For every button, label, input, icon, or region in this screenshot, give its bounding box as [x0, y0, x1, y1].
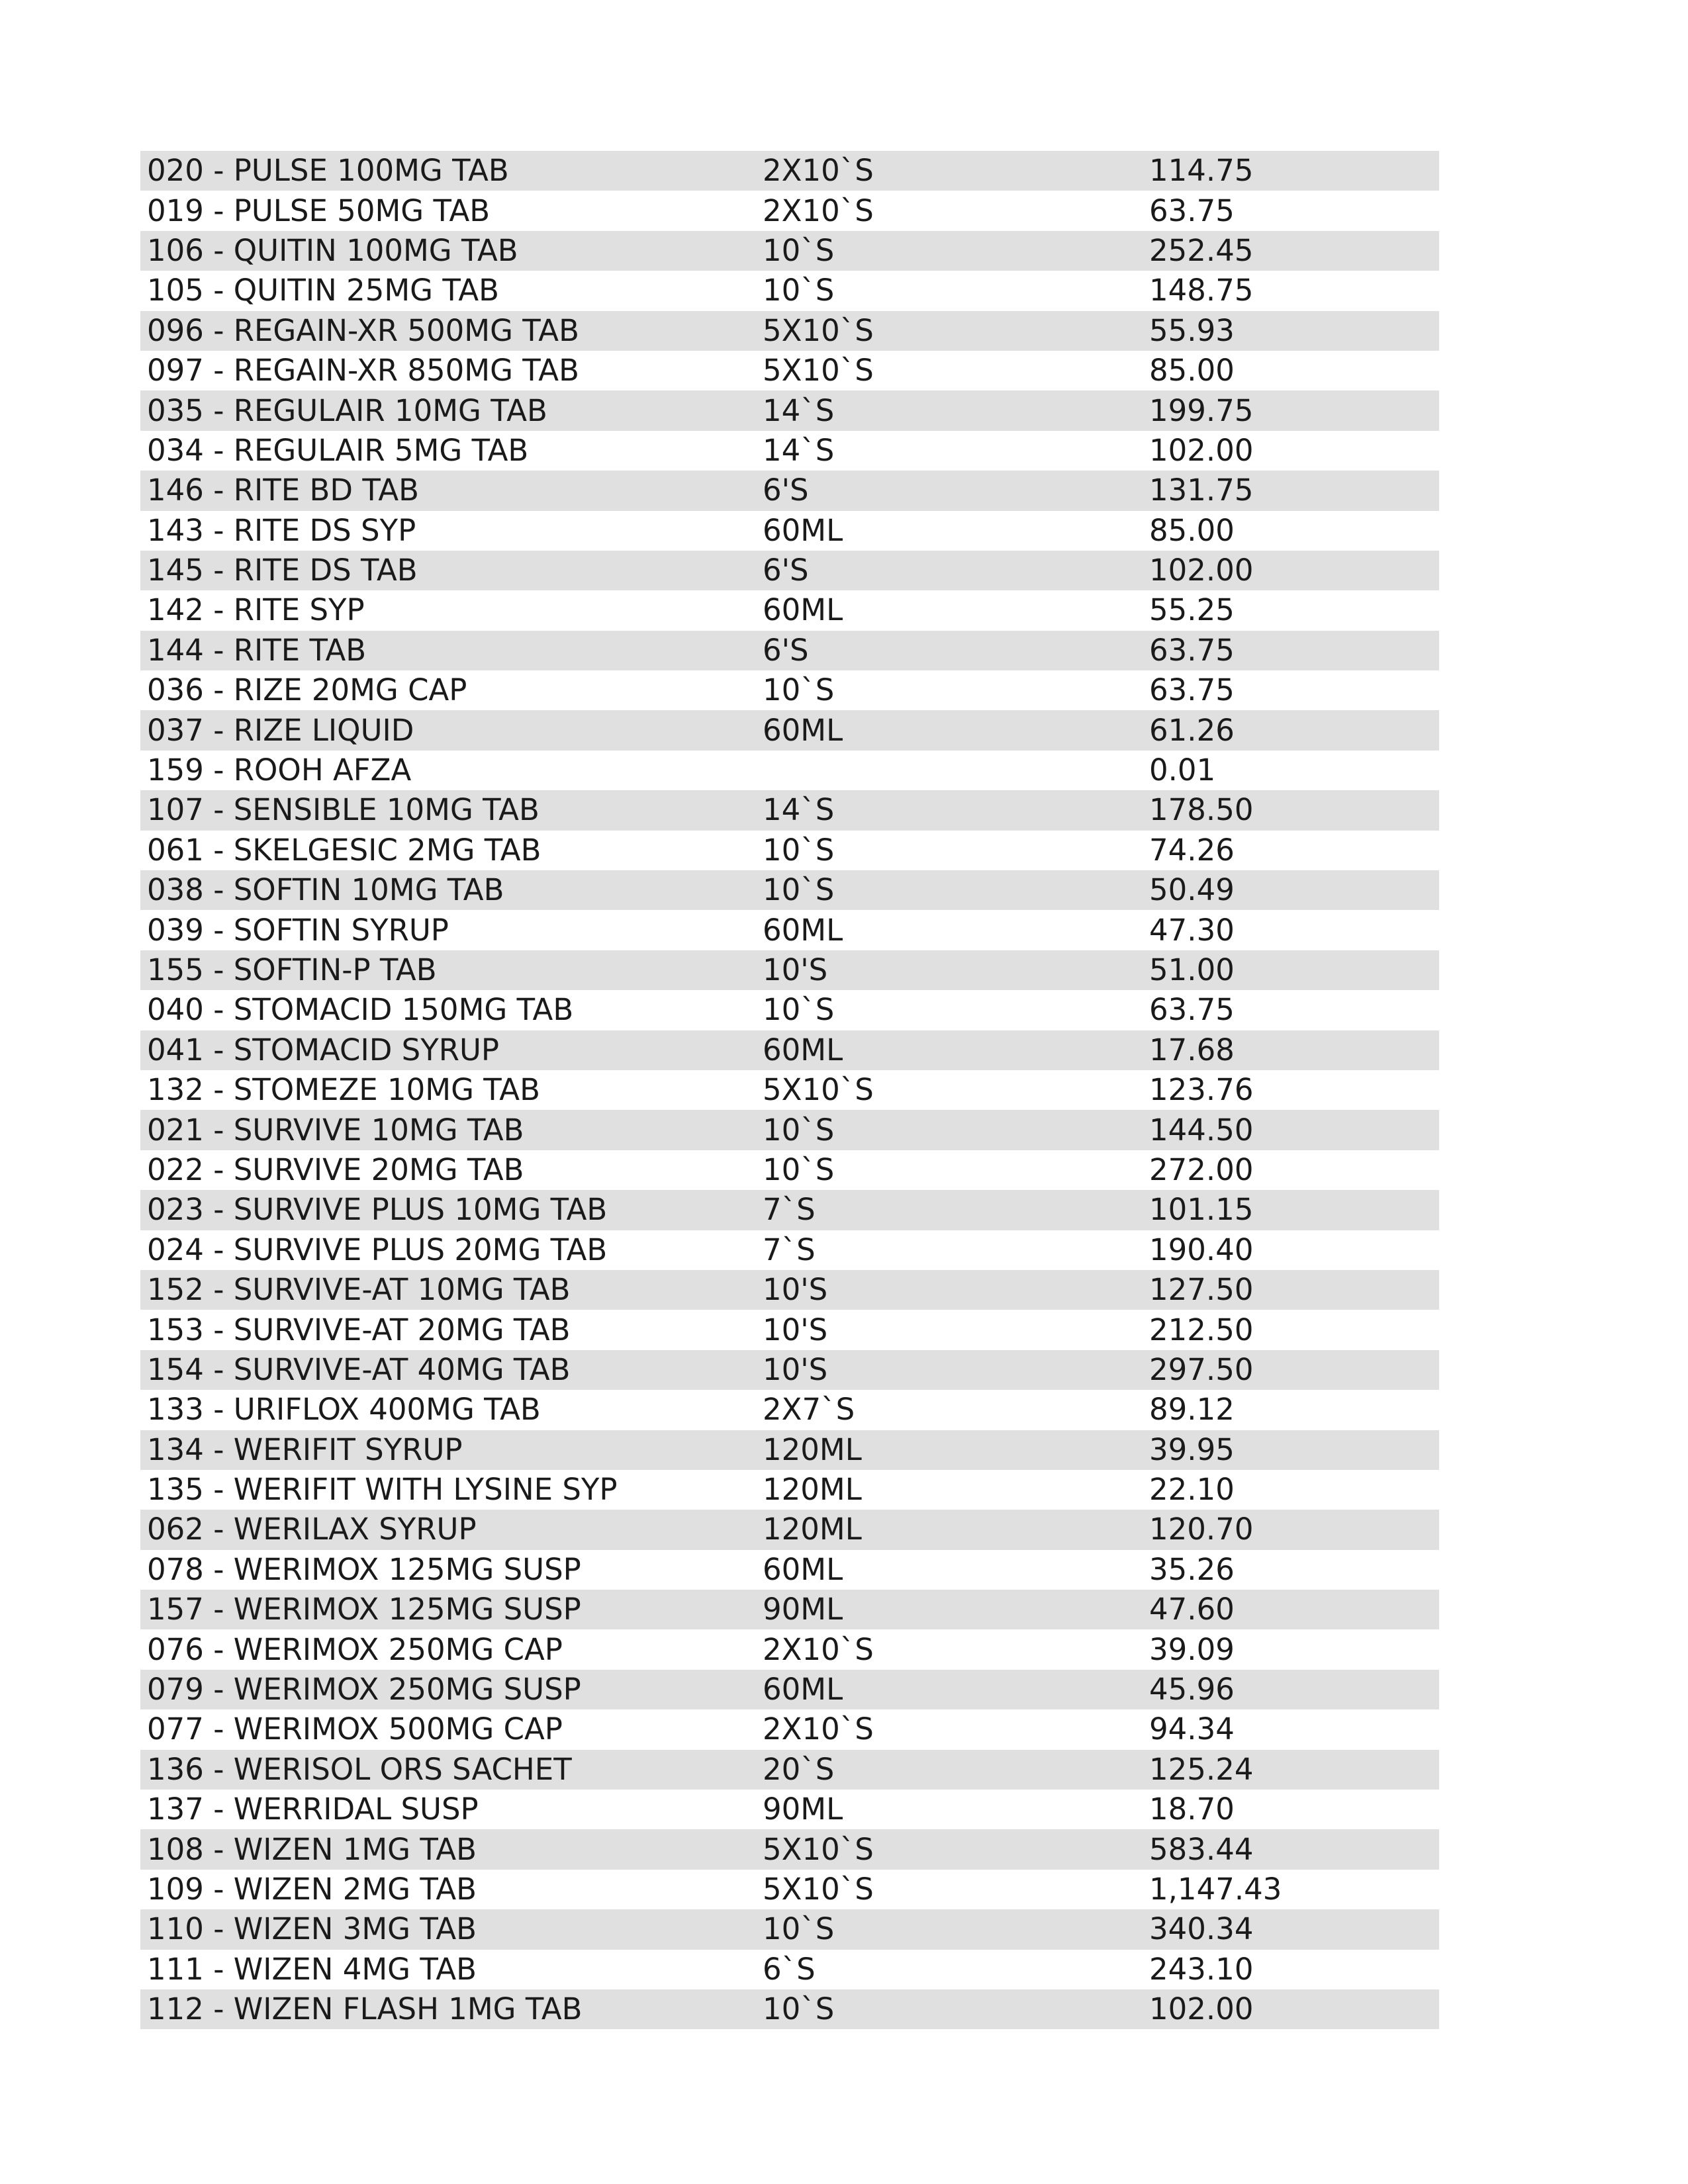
- price-cell: 85.00: [1149, 353, 1235, 388]
- pack-size-cell: 7`S: [763, 1232, 816, 1267]
- product-name-cell: 112 - WIZEN FLASH 1MG TAB: [147, 1991, 583, 2027]
- product-name-cell: 078 - WERIMOX 125MG SUSP: [147, 1551, 581, 1587]
- pack-size-cell: 10'S: [763, 1272, 828, 1308]
- product-name-cell: 062 - WERILAX SYRUP: [147, 1512, 477, 1547]
- table-row: [140, 751, 1439, 790]
- product-name-cell: 036 - RIZE 20MG CAP: [147, 672, 467, 708]
- pack-size-cell: 60ML: [763, 712, 843, 748]
- pack-size-cell: 10`S: [763, 832, 835, 868]
- price-cell: 55.25: [1149, 592, 1235, 628]
- product-name-cell: 159 - ROOH AFZA: [147, 752, 412, 788]
- pack-size-cell: 2X7`S: [763, 1392, 855, 1428]
- table-row: [140, 1750, 1439, 1790]
- price-cell: 74.26: [1149, 832, 1235, 868]
- price-cell: 123.76: [1149, 1072, 1254, 1108]
- pack-size-cell: 90ML: [763, 1592, 843, 1627]
- price-cell: 89.12: [1149, 1392, 1235, 1428]
- pack-size-cell: 60ML: [763, 1551, 843, 1587]
- price-cell: 0.01: [1149, 752, 1216, 788]
- table-row: [140, 231, 1439, 271]
- pack-size-cell: 2X10`S: [763, 1711, 874, 1747]
- product-name-cell: 154 - SURVIVE-AT 40MG TAB: [147, 1351, 571, 1387]
- price-cell: 212.50: [1149, 1312, 1254, 1347]
- table-row: [140, 670, 1439, 710]
- pack-size-cell: 2X10`S: [763, 1631, 874, 1667]
- product-name-cell: 107 - SENSIBLE 10MG TAB: [147, 792, 539, 828]
- price-cell: 63.75: [1149, 672, 1235, 708]
- pack-size-cell: 7`S: [763, 1192, 816, 1228]
- pack-size-cell: 60ML: [763, 1672, 843, 1707]
- table-row: [140, 551, 1439, 590]
- table-row: [140, 1829, 1439, 1869]
- price-cell: 94.34: [1149, 1711, 1235, 1747]
- pack-size-cell: 10`S: [763, 992, 835, 1028]
- pack-size-cell: 6'S: [763, 632, 809, 668]
- product-name-cell: 077 - WERIMOX 500MG CAP: [147, 1711, 563, 1747]
- price-cell: 272.00: [1149, 1152, 1254, 1187]
- table-row: [140, 590, 1439, 630]
- pack-size-cell: 60ML: [763, 1032, 843, 1068]
- pack-size-cell: 60ML: [763, 912, 843, 948]
- pack-size-cell: 5X10`S: [763, 1871, 874, 1907]
- pack-size-cell: 5X10`S: [763, 312, 874, 348]
- product-name-cell: 134 - WERIFIT SYRUP: [147, 1432, 463, 1467]
- table-row: [140, 1790, 1439, 1829]
- product-name-cell: 143 - RITE DS SYP: [147, 512, 416, 548]
- price-cell: 125.24: [1149, 1751, 1254, 1787]
- table-row: [140, 631, 1439, 670]
- pack-size-cell: 120ML: [763, 1432, 862, 1467]
- price-cell: 47.60: [1149, 1592, 1235, 1627]
- price-cell: 101.15: [1149, 1192, 1254, 1228]
- price-cell: 102.00: [1149, 1991, 1254, 2027]
- product-name-cell: 155 - SOFTIN-P TAB: [147, 952, 437, 987]
- price-cell: 47.30: [1149, 912, 1235, 948]
- table-row: [140, 311, 1439, 351]
- product-name-cell: 023 - SURVIVE PLUS 10MG TAB: [147, 1192, 608, 1228]
- price-cell: 144.50: [1149, 1112, 1254, 1148]
- product-name-cell: 096 - REGAIN-XR 500MG TAB: [147, 312, 579, 348]
- table-row: [140, 351, 1439, 390]
- table-row: [140, 511, 1439, 551]
- table-row: [140, 1310, 1439, 1349]
- pack-size-cell: 10'S: [763, 1351, 828, 1387]
- price-cell: 39.95: [1149, 1432, 1235, 1467]
- table-row: [140, 870, 1439, 910]
- pack-size-cell: 14`S: [763, 792, 835, 828]
- price-cell: 1,147.43: [1149, 1871, 1282, 1907]
- pack-size-cell: 14`S: [763, 392, 835, 428]
- table-row: [140, 1430, 1439, 1470]
- table-row: [140, 910, 1439, 950]
- table-row: [140, 1950, 1439, 1989]
- price-cell: 61.26: [1149, 712, 1235, 748]
- price-cell: 190.40: [1149, 1232, 1254, 1267]
- pack-size-cell: 5X10`S: [763, 1831, 874, 1867]
- pack-size-cell: 10'S: [763, 952, 828, 987]
- price-cell: 45.96: [1149, 1672, 1235, 1707]
- table-row: [140, 990, 1439, 1030]
- product-name-cell: 132 - STOMEZE 10MG TAB: [147, 1072, 540, 1108]
- pack-size-cell: 6'S: [763, 473, 809, 508]
- table-row: [140, 1989, 1439, 2029]
- price-cell: 17.68: [1149, 1032, 1235, 1068]
- pack-size-cell: 90ML: [763, 1792, 843, 1827]
- pack-size-cell: 120ML: [763, 1472, 862, 1508]
- price-cell: 131.75: [1149, 473, 1254, 508]
- product-name-cell: 144 - RITE TAB: [147, 632, 367, 668]
- table-row: [140, 1070, 1439, 1110]
- pack-size-cell: 10`S: [763, 1991, 835, 2027]
- pack-size-cell: 6'S: [763, 553, 809, 588]
- product-name-cell: 038 - SOFTIN 10MG TAB: [147, 872, 504, 908]
- table-row: [140, 1350, 1439, 1390]
- product-name-cell: 106 - QUITIN 100MG TAB: [147, 232, 518, 268]
- pack-size-cell: 60ML: [763, 592, 843, 628]
- price-cell: 51.00: [1149, 952, 1235, 987]
- price-cell: 583.44: [1149, 1831, 1254, 1867]
- table-row: [140, 831, 1439, 870]
- table-row: [140, 1510, 1439, 1549]
- table-row: [140, 1110, 1439, 1150]
- pack-size-cell: 2X10`S: [763, 153, 874, 189]
- table-row: [140, 1670, 1439, 1709]
- product-name-cell: 034 - REGULAIR 5MG TAB: [147, 432, 529, 468]
- price-cell: 252.45: [1149, 232, 1254, 268]
- pack-size-cell: 10`S: [763, 1152, 835, 1187]
- product-name-cell: 035 - REGULAIR 10MG TAB: [147, 392, 547, 428]
- price-cell: 85.00: [1149, 512, 1235, 548]
- table-row: [140, 390, 1439, 430]
- pack-size-cell: 10`S: [763, 1911, 835, 1947]
- price-cell: 35.26: [1149, 1551, 1235, 1587]
- table-row: [140, 471, 1439, 510]
- product-name-cell: 061 - SKELGESIC 2MG TAB: [147, 832, 541, 868]
- product-name-cell: 142 - RITE SYP: [147, 592, 365, 628]
- price-cell: 63.75: [1149, 992, 1235, 1028]
- table-row: [140, 271, 1439, 310]
- price-cell: 178.50: [1149, 792, 1254, 828]
- table-row: [140, 710, 1439, 750]
- price-cell: 127.50: [1149, 1272, 1254, 1308]
- product-name-cell: 021 - SURVIVE 10MG TAB: [147, 1112, 524, 1148]
- product-name-cell: 110 - WIZEN 3MG TAB: [147, 1911, 477, 1947]
- table-row: [140, 1030, 1439, 1070]
- price-list-table: [140, 151, 1439, 2029]
- table-row: [140, 1709, 1439, 1749]
- product-name-cell: 111 - WIZEN 4MG TAB: [147, 1951, 477, 1987]
- price-cell: 148.75: [1149, 273, 1254, 308]
- price-cell: 102.00: [1149, 432, 1254, 468]
- product-name-cell: 037 - RIZE LIQUID: [147, 712, 414, 748]
- price-cell: 63.75: [1149, 193, 1235, 228]
- product-name-cell: 041 - STOMACID SYRUP: [147, 1032, 500, 1068]
- product-name-cell: 040 - STOMACID 150MG TAB: [147, 992, 574, 1028]
- price-cell: 114.75: [1149, 153, 1254, 189]
- table-row: [140, 1230, 1439, 1270]
- table-row: [140, 1909, 1439, 1949]
- price-cell: 297.50: [1149, 1351, 1254, 1387]
- pack-size-cell: 5X10`S: [763, 353, 874, 388]
- product-name-cell: 097 - REGAIN-XR 850MG TAB: [147, 353, 579, 388]
- product-name-cell: 136 - WERISOL ORS SACHET: [147, 1751, 572, 1787]
- price-cell: 22.10: [1149, 1472, 1235, 1508]
- pack-size-cell: 10`S: [763, 1112, 835, 1148]
- product-name-cell: 152 - SURVIVE-AT 10MG TAB: [147, 1272, 571, 1308]
- product-name-cell: 076 - WERIMOX 250MG CAP: [147, 1631, 563, 1667]
- pack-size-cell: 10'S: [763, 1312, 828, 1347]
- product-name-cell: 109 - WIZEN 2MG TAB: [147, 1871, 477, 1907]
- pack-size-cell: 20`S: [763, 1751, 835, 1787]
- table-row: [140, 1629, 1439, 1669]
- product-name-cell: 153 - SURVIVE-AT 20MG TAB: [147, 1312, 571, 1347]
- pack-size-cell: 120ML: [763, 1512, 862, 1547]
- product-name-cell: 157 - WERIMOX 125MG SUSP: [147, 1592, 581, 1627]
- product-name-cell: 105 - QUITIN 25MG TAB: [147, 273, 500, 308]
- table-row: [140, 1190, 1439, 1230]
- price-cell: 18.70: [1149, 1792, 1235, 1827]
- table-row: [140, 1150, 1439, 1190]
- table-row: [140, 950, 1439, 990]
- product-name-cell: 145 - RITE DS TAB: [147, 553, 418, 588]
- table-row: [140, 431, 1439, 471]
- table-row: [140, 1390, 1439, 1430]
- table-row: [140, 191, 1439, 230]
- product-name-cell: 024 - SURVIVE PLUS 20MG TAB: [147, 1232, 608, 1267]
- pack-size-cell: 10`S: [763, 232, 835, 268]
- pack-size-cell: 14`S: [763, 432, 835, 468]
- product-name-cell: 022 - SURVIVE 20MG TAB: [147, 1152, 524, 1187]
- product-name-cell: 135 - WERIFIT WITH LYSINE SYP: [147, 1472, 618, 1508]
- pack-size-cell: 10`S: [763, 672, 835, 708]
- table-row: [140, 1590, 1439, 1629]
- pack-size-cell: 2X10`S: [763, 193, 874, 228]
- product-name-cell: 020 - PULSE 100MG TAB: [147, 153, 509, 189]
- price-cell: 63.75: [1149, 632, 1235, 668]
- table-row: [140, 1470, 1439, 1510]
- pack-size-cell: 6`S: [763, 1951, 816, 1987]
- table-row: [140, 1870, 1439, 1909]
- price-cell: 55.93: [1149, 312, 1235, 348]
- product-name-cell: 079 - WERIMOX 250MG SUSP: [147, 1672, 581, 1707]
- product-name-cell: 146 - RITE BD TAB: [147, 473, 419, 508]
- price-cell: 243.10: [1149, 1951, 1254, 1987]
- pack-size-cell: 5X10`S: [763, 1072, 874, 1108]
- product-name-cell: 039 - SOFTIN SYRUP: [147, 912, 449, 948]
- table-row: [140, 790, 1439, 830]
- pack-size-cell: 10`S: [763, 872, 835, 908]
- product-name-cell: 108 - WIZEN 1MG TAB: [147, 1831, 477, 1867]
- table-row: [140, 1270, 1439, 1310]
- product-name-cell: 137 - WERRIDAL SUSP: [147, 1792, 479, 1827]
- price-cell: 199.75: [1149, 392, 1254, 428]
- table-row: [140, 151, 1439, 191]
- product-name-cell: 133 - URIFLOX 400MG TAB: [147, 1392, 541, 1428]
- price-cell: 39.09: [1149, 1631, 1235, 1667]
- price-cell: 102.00: [1149, 553, 1254, 588]
- price-cell: 340.34: [1149, 1911, 1254, 1947]
- pack-size-cell: 10`S: [763, 273, 835, 308]
- price-cell: 120.70: [1149, 1512, 1254, 1547]
- pack-size-cell: 60ML: [763, 512, 843, 548]
- table-row: [140, 1550, 1439, 1590]
- price-cell: 50.49: [1149, 872, 1235, 908]
- product-name-cell: 019 - PULSE 50MG TAB: [147, 193, 491, 228]
